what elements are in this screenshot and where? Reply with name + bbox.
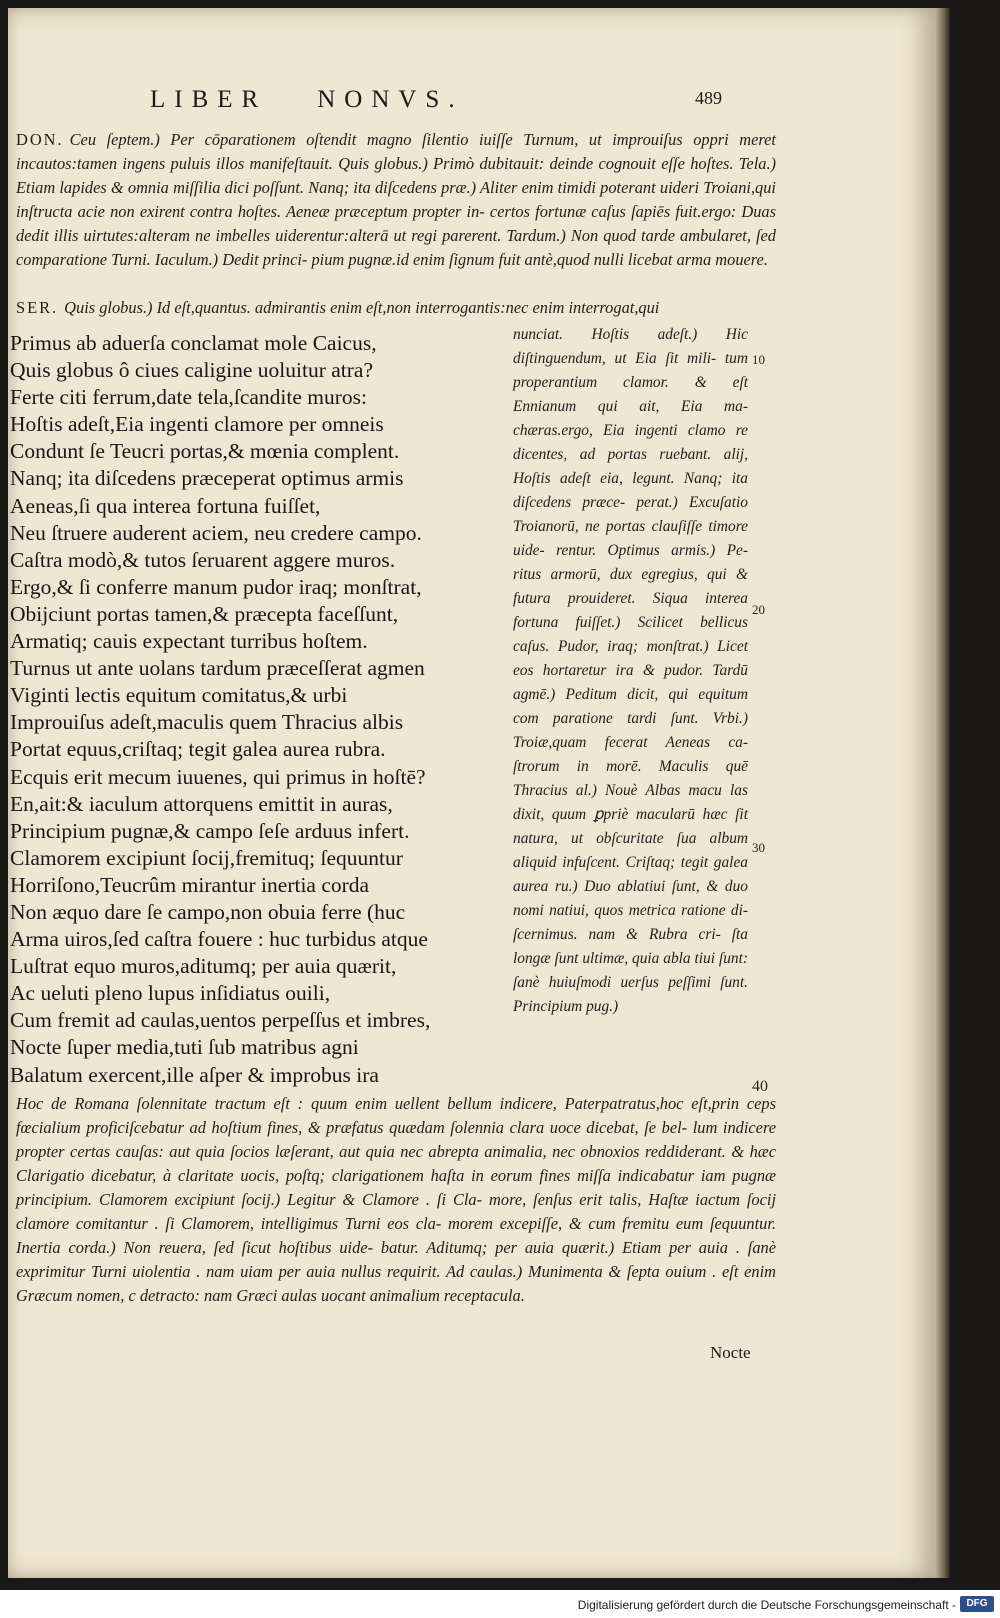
verse-line: Ecquis erit mecum iuuenes, qui primus in hoſtē? xyxy=(10,764,426,789)
verse-line: Improuiſus adeſt,maculis quem Thracius albis xyxy=(10,710,404,735)
verse-line: Viginti lectis equitum comitatus,& urbi xyxy=(10,683,348,708)
line-number: 40 xyxy=(752,1078,768,1095)
verse-line: Hoſtis adeſt,Eia ingenti clamore per omneis xyxy=(10,412,384,437)
verse-line: Armatiq; cauis expectant turribus hoſtem. xyxy=(10,629,368,654)
digitization-credit: Digitalisierung gefördert durch die Deutsche Forschungsgemeinschaft - xyxy=(577,1598,956,1612)
commentary-servius-continued: Hoc de Romana ſolennitate tractum eſt : quum enim uellent bellum indicere, Paterpatratus,hoc eſt,prin ceps fœcialium proficiſcebatur ad hoſtium fines, & præfatus quædam ſolennia clara uoce dicebat, ſe bel- lum indicere propter certas cauſas: aut quia ſocios læſerant, aut quia nec abrepta animalia, nec obnoxios reddiderant. & hæc Clarigatio dicebatur, à claritate uocis, poſtq; clarigationem haſta in eorum fines miſſa indicabatur iam pugnæ principium. Clamorem excipiunt ſocij.) Legitur & Clamore . ſi Cla- more, ſenſus erit talis, Haſtæ iactum ſocij clamore comitantur . ſi Clamorem, intelligimus Turni eos cla- morem excepiſſe, & cum fremitu eum ſequuntur. Inertia corda.) Non reuera, ſed ſicut hoſtibus uide- batur. Aditumq; per auia quærit.) Etiam per auia . ſanè exprimitur Turni uiolentia . nam uiam per auia nullus requirit. Ad caulas.) Munimenta & ſepta ouium . eſt enim Græcum nomen, c detracto: nam Græci aulas uocant animalium receptacula. xyxy=(16,1094,776,1305)
verse-line: En,ait:& iaculum attorquens emittit in auras, xyxy=(10,791,393,816)
running-title-liber: LIBER xyxy=(150,86,268,113)
verse-line: Clamorem excipiunt ſocij,fremituq; ſequuntur xyxy=(10,845,403,870)
folio-number: 489 xyxy=(695,88,722,108)
running-title xyxy=(150,86,750,114)
commentary-servius-start xyxy=(16,296,776,320)
verse-line: Quis globus ô ciues caligine uoluitur atra? xyxy=(10,358,374,383)
verse-line: Arma uiros,ſed caſtra fouere : huc turbidus atque xyxy=(10,927,428,952)
verse-line: Principium pugnæ,& campo ſeſe arduus infert. xyxy=(10,818,410,843)
verse-line: Obijciunt portas tamen,& præcepta faceſſunt, xyxy=(10,601,399,626)
verse-line: Horriſono,Teucrûm mirantur inertia corda xyxy=(10,872,370,897)
verse-line: Balatum exercent,ille aſper & improbus ira xyxy=(10,1062,379,1087)
line-number: 30 xyxy=(752,840,765,855)
verse-line: Ac ueluti pleno lupus inſidiatus ouili, xyxy=(10,981,331,1006)
catchword: Nocte xyxy=(710,1343,751,1362)
verse-line: Primus ab aduerſa conclamat mole Caicus, xyxy=(10,331,377,355)
page-edge xyxy=(936,8,950,1578)
line-number: 20 xyxy=(752,602,765,617)
running-title-nonus: NONVS. xyxy=(317,86,464,113)
verse-line: Non æquo dare ſe campo,non obuia ferre (huc xyxy=(10,899,406,924)
verse-line: Caſtra modò,& tutos ſeruarent aggere muros. xyxy=(10,547,396,572)
verse-line: Ergo,& ſi conferre manum pudor iraq; monſtrat, xyxy=(10,574,422,599)
commentary-donatus xyxy=(16,128,776,272)
verse-line: Aeneas,ſi qua interea fortuna fuiſſet, xyxy=(10,493,321,518)
verse-line: Neu ſtruere auderent aciem, neu credere campo. xyxy=(10,520,422,545)
line-number: 10 xyxy=(752,352,765,367)
side-commentary: nunciat. Hoſtis adeſt.) Hic diſtinguendum, ut Eia ſit mili- tum properantium clamor. & eſt Ennianum qui ait, Eia ma- chæras.ergo, Eia ingenti clamo re dicentes, ad portas ruebant. alij, Hoſtis adeſt eia, legunt. Nanq; ita diſcedens præce- perat.) Excuſatio Troianorū, ne portas clauſiſſe timore uide- rentur. Optimus armis.) Pe- ritus armorū, dux egregius, qui & futura prouideret. Siqua interea fortuna fuiſſet.) Scilicet bellicus caſus. Pudor, iraq; monſtrat.) Licet eos hortaretur ira & pudor. Tardū agmē.) Peditum dicit, qui equitum com paratione tardi ſunt. Vrbi.) Troiæ,quam fecerat Aeneas ca- ſtrorum in morē. Maculis quē Thracius al.) Nouè Albas macu las dixit, quum ꝑpriè macularū hæc ſit natura, ut obſcuritate ſua album aliquid infuſcent. Criſtaq; tegit galea aurea ru.) Duo ablatiui ſunt, & duo nomi natiui, quos metrica ratione di- ſcernimus. nam & Rubra cri- ſta longæ ſunt ultimæ, quia abla tiui ſunt: ſanè huiuſmodi uerſus peſſimi ſunt. Principium pug.) xyxy=(513,326,748,1015)
commentary-donatus-text: Ceu ſeptem.) Per cōparationem oſtendit magno ſilentio iuiſſe Turnum, ut improuiſus oppri meret incautos:tamen ingens puluis illos manifeſtauit. Quis globus.) Primò dubitauit: deinde cognouit eſſe hoſtes. Tela.) Etiam lapides & omnia miſſilia dici poſſunt. Nanq; ita diſcedens præ.) Aliter enim timidi poterant uideri Troiani,qui inſtructa acie non exirent contra hoſtes. Aeneæ præceptum propter in- certos fortunæ caſus ſapiēs fuit.ergo: Duas dedit illis uirtutes:alteram ne imbelles uiderentur:alterā ut regi parerent. Tardum.) Non quod tarde ambularet, ſed comparatione Turni. Iaculum.) Dedit princi- pium pugnæ.id enim ſignum fuit antè,quod nulli licebat arma mouere. xyxy=(16,130,776,269)
verse-block xyxy=(10,330,510,1089)
verse-line: Cum fremit ad caulas,uentos perpeſſus et imbres, xyxy=(10,1008,431,1033)
verse-line: Luſtrat equo muros,aditumq; per auia quærit, xyxy=(10,954,397,979)
verse-line: Nocte ſuper media,tuti ſub matribus agni xyxy=(10,1035,359,1060)
siglum-don: DON. xyxy=(16,130,64,149)
commentary-servius-text: Quis globus.) Id eſt,quantus. admirantis enim eſt,non interrogantis:nec enim interrogat,qui xyxy=(64,298,660,317)
verse-line: Portat equus,criſtaq; tegit galea aurea rubra. xyxy=(10,737,386,762)
verse-line: Condunt ſe Teucri portas,& mœnia complent. xyxy=(10,439,400,464)
verse-line: Ferte citi ferrum,date tela,ſcandite muros: xyxy=(10,385,367,410)
verse-line: Nanq; ita diſcedens præceperat optimus armis xyxy=(10,466,404,491)
verse-line: Turnus ut ante uolans tardum præceſſerat agmen xyxy=(10,656,425,681)
dfg-logo: DFG xyxy=(960,1596,994,1612)
siglum-ser: SER. xyxy=(16,298,59,317)
